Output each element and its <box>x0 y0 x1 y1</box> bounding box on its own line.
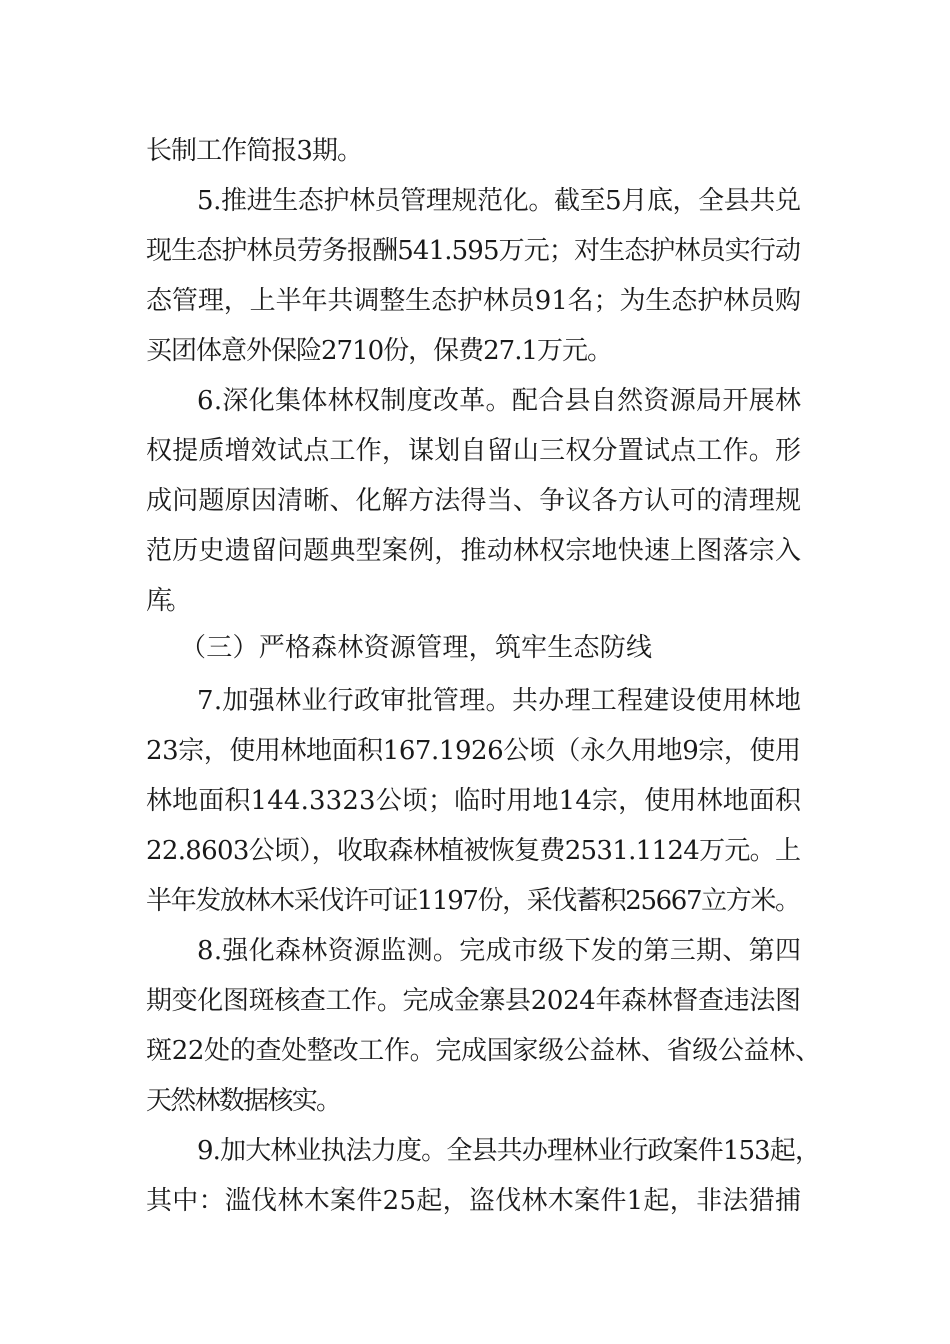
text-line: 成问题原因清晰、化解方法得当、争议各方认可的清理规 <box>146 486 802 516</box>
text-line: 现生态护林员劳务报酬541.595万元；对生态护林员实行动 <box>146 236 801 266</box>
text-line: 林地面积144.3323公顷；临时用地14宗，使用林地面积 <box>146 786 802 816</box>
text-line: 斑22处的查处整改工作。完成国家级公益林、省级公益林、 <box>146 1036 821 1066</box>
text-line: 6.深化集体林权制度改革。配合县自然资源局开展林 <box>197 386 802 416</box>
text-line: 8.强化森林资源监测。完成市级下发的第三期、第四 <box>197 936 802 966</box>
text-line: 9.加大林业执法力度。全县共办理林业行政案件153起， <box>197 1136 821 1166</box>
section-heading: （三）严格森林资源管理，筑牢生态防线 <box>180 633 653 663</box>
text-line: 其中：滥伐林木案件25起，盗伐林木案件1起，非法猎捕 <box>146 1186 802 1216</box>
text-line: 期变化图斑核查工作。完成金寨县2024年森林督查违法图 <box>146 986 801 1016</box>
text-line: 权提质增效试点工作，谋划自留山三权分置试点工作。形 <box>146 436 802 466</box>
text-line: 7.加强林业行政审批管理。共办理工程建设使用林地 <box>197 686 802 716</box>
text-line: 态管理，上半年共调整生态护林员91名；为生态护林员购 <box>146 286 801 316</box>
text-line: 5.推进生态护林员管理规范化。截至5月底，全县共兑 <box>197 186 801 216</box>
text-line: 天然林数据核实。 <box>146 1086 341 1116</box>
text-line: 长制工作简报3期。 <box>146 136 363 166</box>
text-line: 范历史遗留问题典型案例，推动林权宗地快速上图落宗入 <box>146 536 802 566</box>
text-line: 买团体意外保险2710份，保费27.1万元。 <box>146 336 612 366</box>
text-line: 半年发放林木采伐许可证1197份，采伐蓄积25667立方米。 <box>146 886 800 916</box>
text-line: 22.8603公顷），收取森林植被恢复费2531.1124万元。上 <box>146 836 801 866</box>
text-line: 库。 <box>146 586 187 616</box>
text-line: 23宗，使用林地面积167.1926公顷（永久用地9宗，使用 <box>146 736 801 766</box>
